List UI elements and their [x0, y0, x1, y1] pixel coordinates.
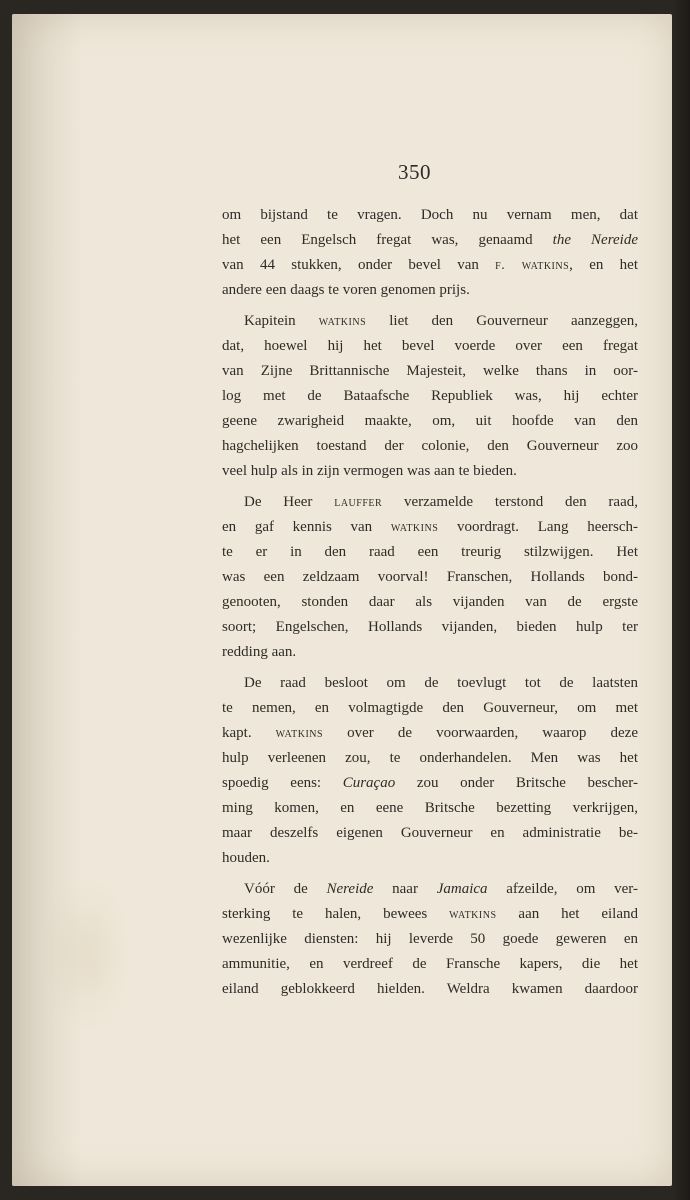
paper-stain: [42, 874, 132, 1034]
paragraph: [222, 877, 638, 1002]
paragraph: [222, 203, 638, 303]
text-line: [222, 796, 638, 821]
text-run: Vóór de: [244, 881, 327, 897]
scan-edge: [672, 0, 690, 1200]
text-line: [222, 334, 638, 359]
text-run: maar deszelfs eigenen Gouverneur en administratie be-: [222, 825, 638, 841]
small-caps-name: watkins: [318, 314, 367, 329]
text-run: afzeilde, om ver-: [487, 881, 638, 897]
small-caps-name: watkins: [390, 520, 439, 535]
text-run: log met de Bataafsche Republiek was, hij echter: [222, 388, 638, 404]
text-run: om bijstand te vragen. Doch nu vernam men, dat: [222, 207, 638, 223]
text-line: [222, 640, 638, 665]
text-run: spoedig eens:: [222, 775, 343, 791]
text-line: [222, 565, 638, 590]
text-run: dat, hoewel hij het bevel voerde over een fregat: [222, 338, 638, 354]
text-line: [222, 615, 638, 640]
italic-name: Nereide: [326, 881, 374, 897]
text-run: houden.: [222, 850, 270, 866]
text-line: [222, 927, 638, 952]
text-run: hulp verleenen zou, te onderhandelen. Men was het: [222, 750, 638, 766]
text-run: van Zijne Brittannische Majesteit, welke thans in oor-: [222, 363, 638, 379]
text-run: hagchelijken toestand der colonie, den Gouverneur zoo: [222, 438, 638, 454]
text-line: [222, 746, 638, 771]
text-run: verzamelde terstond den raad,: [382, 494, 638, 510]
text-run: zou onder Britsche bescher-: [395, 775, 638, 791]
text-line: [222, 459, 638, 484]
text-run: ammunitie, en verdreef de Fransche kapers, die het: [222, 956, 638, 972]
italic-name: Curaçao: [342, 775, 396, 791]
small-caps-name: watkins: [449, 907, 497, 922]
text-line: [222, 902, 638, 927]
text-run: over de voorwaarden, waarop deze: [323, 725, 638, 741]
text-run: geene zwarigheid maakte, om, uit hoofde van den: [222, 413, 638, 429]
body-text: [222, 203, 638, 1002]
text-run: te nemen, en volmagtigde den Gouverneur, om met: [222, 700, 638, 716]
text-line: [222, 540, 638, 565]
text-line: [222, 877, 638, 902]
text-run: redding aan.: [222, 644, 297, 660]
text-run: De raad besloot om de toevlugt tot de laatsten: [244, 675, 638, 691]
text-line: [222, 671, 638, 696]
text-run: andere een daags te voren genomen prijs.: [222, 282, 470, 298]
italic-name: the Nereide: [552, 232, 638, 248]
text-line: [222, 515, 638, 540]
text-run: liet den Gouverneur aanzeggen,: [366, 313, 638, 329]
text-line: [222, 434, 638, 459]
text-run: wezenlijke diensten: hij leverde 50 goede geweren en: [222, 931, 638, 947]
text-line: [222, 771, 638, 796]
text-run: veel hulp als in zijn vermogen was aan te bieden.: [222, 463, 517, 479]
text-run: genooten, stonden daar als vijanden van de ergste: [222, 594, 638, 610]
text-line: [222, 359, 638, 384]
italic-name: Jamaica: [436, 881, 488, 897]
text-run: De Heer: [244, 494, 335, 510]
text-line: [222, 409, 638, 434]
text-line: [222, 384, 638, 409]
text-run: ming komen, en eene Britsche bezetting verkrijgen,: [222, 800, 638, 816]
text-line: [222, 977, 638, 1002]
text-run: voordragt. Lang heersch-: [438, 519, 639, 535]
page-number: 350: [398, 160, 431, 184]
text-line: [222, 821, 638, 846]
text-run: te er in den raad een treurig stilzwijgen. Het: [222, 544, 638, 560]
text-line: [222, 253, 638, 278]
text-line: [222, 846, 638, 871]
text-run: en gaf kennis van: [222, 519, 391, 535]
text-run: Kapitein: [244, 313, 319, 329]
text-line: [222, 490, 638, 515]
text-run: soort; Engelschen, Hollands vijanden, bieden hulp ter: [222, 619, 638, 635]
text-line: [222, 696, 638, 721]
text-run: het een Engelsch fregat was, genaamd: [222, 232, 553, 248]
text-line: [222, 590, 638, 615]
text-line: [222, 952, 638, 977]
text-line: [222, 278, 638, 303]
small-caps-name: f. watkins: [495, 258, 570, 273]
text-run: eiland geblokkeerd hielden. Weldra kwamen daardoor: [222, 981, 638, 997]
paragraph: [222, 490, 638, 665]
text-line: [222, 203, 638, 228]
text-run: sterking te halen, bewees: [222, 906, 450, 922]
text-line: [222, 228, 638, 253]
small-caps-name: watkins: [275, 726, 324, 741]
text-run: was een zeldzaam voorval! Franschen, Hollands bond-: [222, 569, 638, 585]
text-run: naar: [373, 881, 437, 897]
text-line: [222, 309, 638, 334]
text-run: kapt.: [222, 725, 276, 741]
text-run: , en het: [569, 257, 638, 273]
text-line: [222, 721, 638, 746]
paragraph: [222, 309, 638, 484]
text-run: van 44 stukken, onder bevel van: [222, 257, 496, 273]
text-run: aan het eiland: [496, 906, 638, 922]
paragraph: [222, 671, 638, 871]
small-caps-name: lauffer: [334, 495, 383, 510]
